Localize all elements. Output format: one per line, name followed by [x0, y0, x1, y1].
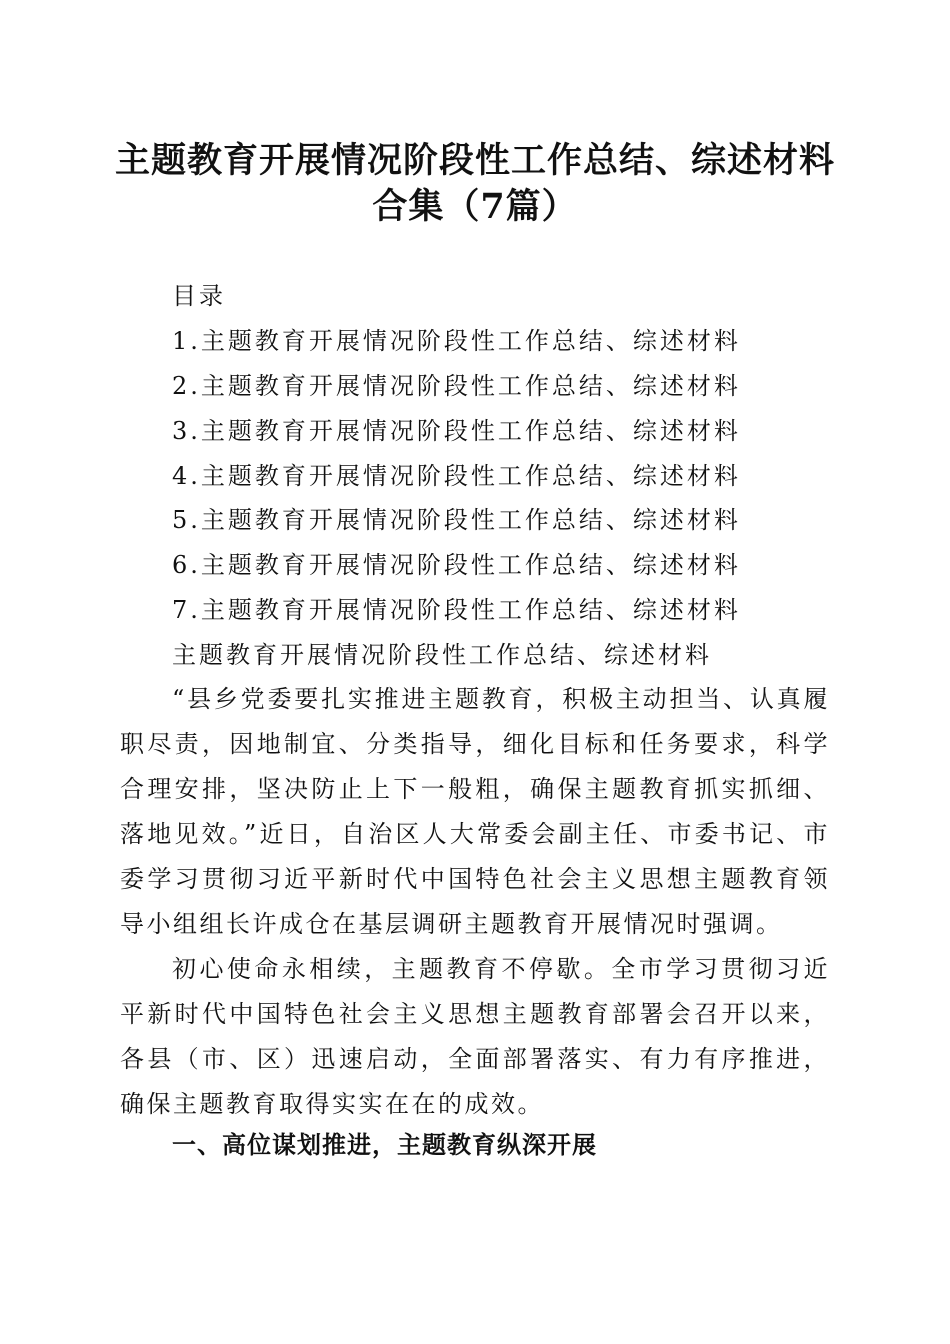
section-heading: 一、高位谋划推进，主题教育纵深开展 — [172, 1131, 597, 1159]
toc-label: 目录 — [172, 282, 226, 310]
toc-item-4: 4.主题教育开展情况阶段性工作总结、综述材料 — [172, 462, 741, 490]
toc-item-5: 5.主题教育开展情况阶段性工作总结、综述材料 — [172, 506, 741, 534]
toc-item-1: 1.主题教育开展情况阶段性工作总结、综述材料 — [172, 327, 741, 355]
document-title-line-2: 合集（7篇） — [372, 186, 578, 227]
toc-item-7: 7.主题教育开展情况阶段性工作总结、综述材料 — [172, 596, 741, 624]
body-paragraph-1: “县乡党委要扎实推进主题教育，积极主动担当、认真履职尽责，因地制宜、分类指导，细化目标和任务要求，科学合理安排，坚决防止上下一般粗，确保主题教育抓实抓细、落地见效。”近日，自治区人大常委会副主任、市委书记、市委学习贯彻习近平新时代中国特色社会主义思想主题教育领导小组组长许成仓在基层调研主题教育开展情况时强调。 — [120, 685, 830, 938]
toc-item-3: 3.主题教育开展情况阶段性工作总结、综述材料 — [172, 417, 741, 445]
toc-item-2: 2.主题教育开展情况阶段性工作总结、综述材料 — [172, 372, 741, 400]
body-paragraph-2: 初心使命永相续，主题教育不停歇。全市学习贯彻习近平新时代中国特色社会主义思想主题教育部署会召开以来，各县（市、区）迅速启动，全面部署落实、有力有序推进，确保主题教育取得实实在在的成效。 — [120, 955, 830, 1118]
article-title: 主题教育开展情况阶段性工作总结、综述材料 — [172, 641, 712, 669]
toc-item-6: 6.主题教育开展情况阶段性工作总结、综述材料 — [172, 551, 741, 579]
document-title-line-1: 主题教育开展情况阶段性工作总结、综述材料 — [114, 140, 835, 181]
